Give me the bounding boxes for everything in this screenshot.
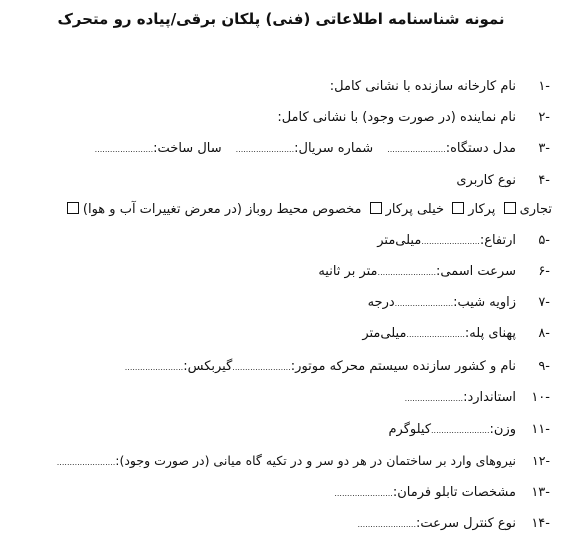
form-row-inclination xyxy=(10,292,550,314)
option-outdoor[interactable]: مخصوص محیط روباز (در معرض تغییرات آب و هوا) xyxy=(63,199,362,221)
checkbox[interactable] xyxy=(504,202,516,214)
item-number: -۹ xyxy=(538,359,550,374)
fill-line[interactable]: ....................... xyxy=(377,268,437,277)
field-label: گیربکس: xyxy=(183,359,233,374)
form-row-height xyxy=(10,230,550,252)
option-heavy-duty[interactable]: پرکار xyxy=(448,199,495,221)
field-label: زاویه شیب: xyxy=(453,295,516,310)
unit-label: کیلوگرم xyxy=(388,422,432,437)
fill-line[interactable]: ....................... xyxy=(235,145,295,154)
checkbox[interactable] xyxy=(370,202,382,214)
fill-line[interactable]: ....................... xyxy=(334,489,393,498)
field-label: مشخصات تابلو فرمان: xyxy=(392,485,516,500)
fill-line[interactable]: ....................... xyxy=(406,330,465,339)
field-label: نیروهای وارد بر ساختمان در هر دو سر و در تکیه گاه میانی (در صورت وجود): xyxy=(115,453,516,468)
form-row-step-width xyxy=(10,323,550,345)
field-label: سرعت اسمی: xyxy=(436,264,516,279)
checkbox[interactable] xyxy=(452,202,464,214)
fill-line[interactable]: ....................... xyxy=(94,145,154,154)
item-number: -۱۱ xyxy=(531,422,550,437)
field-label: پهنای پله: xyxy=(464,326,516,341)
item-number: -۵ xyxy=(538,233,550,248)
fill-line[interactable]: ....................... xyxy=(394,299,454,308)
field-label: نام نماینده (در صورت وجود) با نشانی کامل: xyxy=(277,110,516,125)
unit-label: میلی‌متر xyxy=(362,326,407,341)
fill-line[interactable]: ....................... xyxy=(124,363,184,372)
form-row-weight xyxy=(10,419,550,441)
form-row-drive-system xyxy=(10,356,550,378)
form-row-control-panel xyxy=(10,482,550,504)
field-label: وزن: xyxy=(489,422,516,437)
fill-line[interactable]: ....................... xyxy=(421,237,480,246)
field-label: سال ساخت: xyxy=(153,141,222,156)
field-label: نوع کنترل سرعت: xyxy=(416,516,516,531)
form-row-manufacturer xyxy=(10,76,550,98)
checkbox[interactable] xyxy=(67,202,79,214)
item-number: -۷ xyxy=(538,295,550,310)
field-label: مدل دستگاه: xyxy=(445,141,516,156)
form-row-rated-speed xyxy=(10,261,550,283)
fill-line[interactable]: ....................... xyxy=(404,394,464,403)
item-number: -۱۰ xyxy=(531,390,550,405)
field-label: نام و کشور سازنده سیستم محرکه موتور: xyxy=(290,359,516,374)
field-label: نوع کاربری xyxy=(456,173,516,188)
item-number: -۱۲ xyxy=(532,453,550,468)
option-very-heavy-duty[interactable]: خیلی پرکار xyxy=(366,199,444,221)
item-number: -۲ xyxy=(538,110,550,125)
field-label: شماره سریال: xyxy=(294,141,374,156)
fill-line[interactable]: ....................... xyxy=(387,145,446,154)
form-row-building-loads xyxy=(10,450,550,472)
form-row-speed-control xyxy=(10,513,550,535)
option-commercial[interactable]: تجاری xyxy=(500,199,552,221)
item-number: -۱۳ xyxy=(531,485,550,500)
unit-label: درجه xyxy=(367,295,395,310)
item-number: -۴ xyxy=(538,173,550,188)
item-number: -۶ xyxy=(538,264,550,279)
field-label: نام کارخانه سازنده با نشانی کامل: xyxy=(329,79,516,94)
field-label: ارتفاع: xyxy=(479,233,516,248)
fill-line[interactable]: ....................... xyxy=(431,426,490,435)
item-number: -۱۴ xyxy=(531,516,550,531)
form-row-standard xyxy=(10,387,550,409)
unit-label: میلی‌متر xyxy=(377,233,422,248)
item-number: -۳ xyxy=(538,141,550,156)
form-row-usage-type xyxy=(10,170,550,192)
item-number: -۸ xyxy=(538,326,550,341)
form-row-model xyxy=(10,138,550,160)
fill-line[interactable]: ....................... xyxy=(56,458,116,467)
fill-line[interactable]: ....................... xyxy=(357,520,417,529)
fill-line[interactable]: ....................... xyxy=(232,363,291,372)
usage-options xyxy=(10,199,552,221)
page-title: نمونه شناسنامه اطلاعاتی (فنی) پلکان برقی/پیاده رو متحرک xyxy=(57,10,505,28)
item-number: -۱ xyxy=(538,79,550,94)
unit-label: متر بر ثانیه xyxy=(318,264,378,279)
form-row-representative xyxy=(10,107,550,129)
field-label: استاندارد: xyxy=(463,390,516,405)
